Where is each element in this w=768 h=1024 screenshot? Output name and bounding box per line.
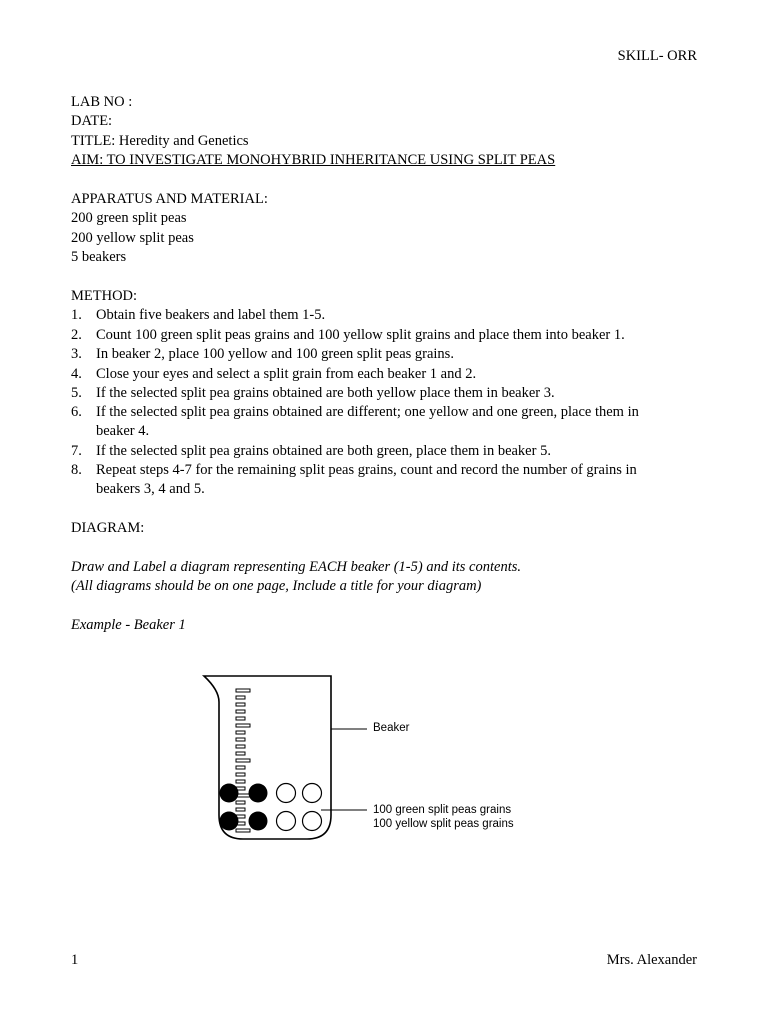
beaker-diagram	[198, 672, 538, 849]
step-number: 3.	[71, 346, 82, 362]
page-number: 1	[71, 952, 79, 968]
diagram-heading: DIAGRAM:	[71, 520, 145, 536]
apparatus-item: 200 yellow split peas	[71, 230, 194, 246]
step-text: Obtain five beakers and label them 1-5.	[96, 307, 326, 323]
step-number: 8.	[71, 462, 82, 478]
step-number: 4.	[71, 366, 82, 382]
aim: AIM: TO INVESTIGATE MONOHYBRID INHERITANCE USING SPLIT PEAS	[71, 152, 556, 168]
step-number: 5.	[71, 385, 82, 401]
step-number: 7.	[71, 443, 82, 459]
step-number: 2.	[71, 327, 82, 343]
step-text: Repeat steps 4-7 for the remaining split peas grains, count and record the number of grains in beakers 3, 4 and 5.	[96, 462, 637, 497]
step-text: If the selected split pea grains obtained are both yellow place them in beaker 3.	[96, 385, 555, 401]
apparatus-item: 200 green split peas	[71, 210, 187, 226]
diagram-instruction-note: (All diagrams should be on one page, Include a title for your diagram)	[71, 578, 482, 594]
step-text: In beaker 2, place 100 yellow and 100 green split peas grains.	[96, 346, 454, 362]
apparatus-item: 5 beakers	[71, 249, 127, 265]
beaker-label: Beaker	[373, 722, 410, 734]
example-caption: Example - Beaker 1	[71, 617, 186, 633]
step-text: If the selected split pea grains obtained are both green, place them in beaker 5.	[96, 443, 551, 459]
author: Mrs. Alexander	[606, 952, 697, 968]
step-number: 6.	[71, 404, 82, 420]
yellow-peas-label: 100 yellow split peas grains	[373, 818, 514, 830]
diagram-instruction: Draw and Label a diagram representing EACH beaker (1-5) and its contents.	[71, 559, 521, 575]
method-heading: METHOD:	[71, 288, 138, 304]
step-text: If the selected split pea grains obtained are different; one yellow and one green, place them in beaker 4.	[96, 404, 639, 439]
step-text: Close your eyes and select a split grain from each beaker 1 and 2.	[96, 366, 477, 382]
skill-header: SKILL- ORR	[617, 48, 697, 64]
step-text: Count 100 green split peas grains and 100 yellow split grains and place them into beaker 1.	[96, 327, 625, 343]
apparatus-heading: APPARATUS AND MATERIAL:	[71, 191, 268, 207]
lab-no: LAB NO :	[71, 94, 133, 110]
date: DATE:	[71, 113, 113, 129]
step-number: 1.	[71, 307, 82, 323]
title: TITLE: Heredity and Genetics	[71, 133, 249, 149]
green-peas-label: 100 green split peas grains	[373, 804, 512, 816]
